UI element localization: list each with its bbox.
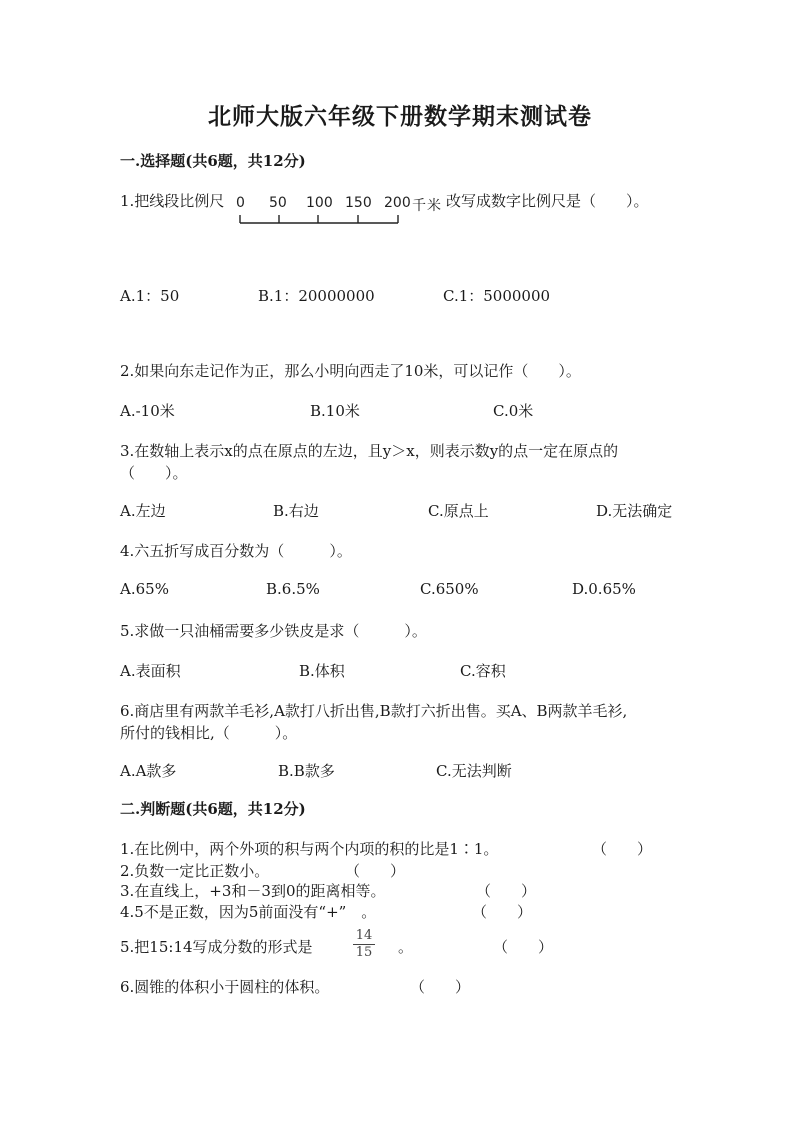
judgement-1-text: 1.在比例中，两个外项的积与两个内项的积的比是1∶1。 — [120, 840, 499, 858]
question-5-option-b: B.体积 — [299, 662, 345, 680]
question-2-option-b: B.10米 — [310, 402, 360, 420]
scale-tick-label: 0 — [236, 195, 245, 211]
question-3-text-line-2: （ ）。 — [120, 464, 188, 482]
judgement-6-answer-paren: （ ） — [410, 978, 471, 996]
question-5-option-a: A.表面积 — [120, 662, 181, 680]
judgement-2-answer-paren: （ ） — [345, 862, 406, 880]
question-6-option-c: C.无法判断 — [436, 762, 512, 780]
judgement-2-text: 2.负数一定比正数小。 — [120, 862, 270, 880]
question-3-option-b: B.右边 — [273, 502, 319, 520]
question-6-option-a: A.A款多 — [120, 762, 177, 780]
question-1-option-c: C.1：5000000 — [443, 287, 551, 305]
question-2-option-a: A.-10米 — [120, 402, 175, 420]
question-3-option-d: D.无法确定 — [596, 502, 673, 520]
question-4-option-a: A.65% — [120, 580, 169, 598]
question-5-option-c: C.容积 — [460, 662, 506, 680]
question-3-option-c: C.原点上 — [428, 502, 489, 520]
judgement-5-text-after: 。 — [398, 938, 414, 956]
question-4-option-c: C.650% — [420, 580, 479, 598]
question-3-option-a: A.左边 — [120, 502, 166, 520]
question-4-text: 4.六五折写成百分数为（ ）。 — [120, 542, 352, 560]
question-2-option-c: C.0米 — [493, 402, 534, 420]
question-6-text-line-2: 所付的钱相比,（ ）。 — [120, 724, 298, 742]
question-5-text: 5.求做一只油桶需要多少铁皮是求（ ）。 — [120, 622, 427, 640]
question-4-option-b: B.6.5% — [266, 580, 320, 598]
judgement-5-text: 5.把15:14写成分数的形式是 — [120, 938, 313, 956]
judgement-5-answer-paren: （ ） — [493, 938, 554, 956]
scale-tick-label: 150 — [345, 195, 372, 211]
judgement-6-text: 6.圆锥的体积小于圆柱的体积。 — [120, 978, 330, 996]
question-3-text-line-1: 3.在数轴上表示x的点在原点的左边，且y＞x，则表示数y的点一定在原点的 — [120, 442, 619, 460]
page-title: 北师大版六年级下册数学期末测试卷 — [208, 103, 592, 130]
fraction-denominator: 15 — [355, 945, 373, 960]
question-4-option-d: D.0.65% — [572, 580, 636, 598]
question-1-text-after: 改写成数字比例尺是（ ）。 — [446, 192, 649, 210]
scale-tick-label: 100 — [306, 195, 333, 211]
question-1-text-before: 1.把线段比例尺 — [120, 192, 225, 210]
question-6-text-line-1: 6.商店里有两款羊毛衫,A款打八折出售,B款打六折出售。买A、B两款羊毛衫, — [120, 702, 628, 720]
line-segment-scale — [236, 195, 446, 229]
judgement-1-answer-paren: （ ） — [592, 840, 653, 858]
scale-unit-label: 千米 — [412, 198, 442, 214]
scale-tick-label: 200 — [384, 195, 411, 211]
fraction-14-over-15 — [353, 929, 375, 960]
judgement-4-text: 4.5不是正数，因为5前面没有“+” 。 — [120, 903, 377, 921]
section-heading-multiple-choice: 一.选择题(共6题，共12分) — [120, 152, 306, 170]
judgement-4-answer-paren: （ ） — [472, 903, 533, 921]
scale-tick-label: 50 — [269, 195, 287, 211]
judgement-3-text: 3.在直线上，+3和－3到0的距离相等。 — [120, 882, 386, 900]
question-1-option-a: A.1：50 — [120, 287, 180, 305]
section-heading-true-false: 二.判断题(共6题，共12分) — [120, 800, 306, 818]
question-2-text: 2.如果向东走记作为正，那么小明向西走了10米，可以记作（ ）。 — [120, 362, 581, 380]
judgement-3-answer-paren: （ ） — [476, 882, 537, 900]
fraction-numerator: 14 — [355, 928, 373, 943]
question-6-option-b: B.B款多 — [278, 762, 335, 780]
scale-bar-graphic — [236, 195, 446, 229]
question-1-option-b: B.1：20000000 — [258, 287, 375, 305]
